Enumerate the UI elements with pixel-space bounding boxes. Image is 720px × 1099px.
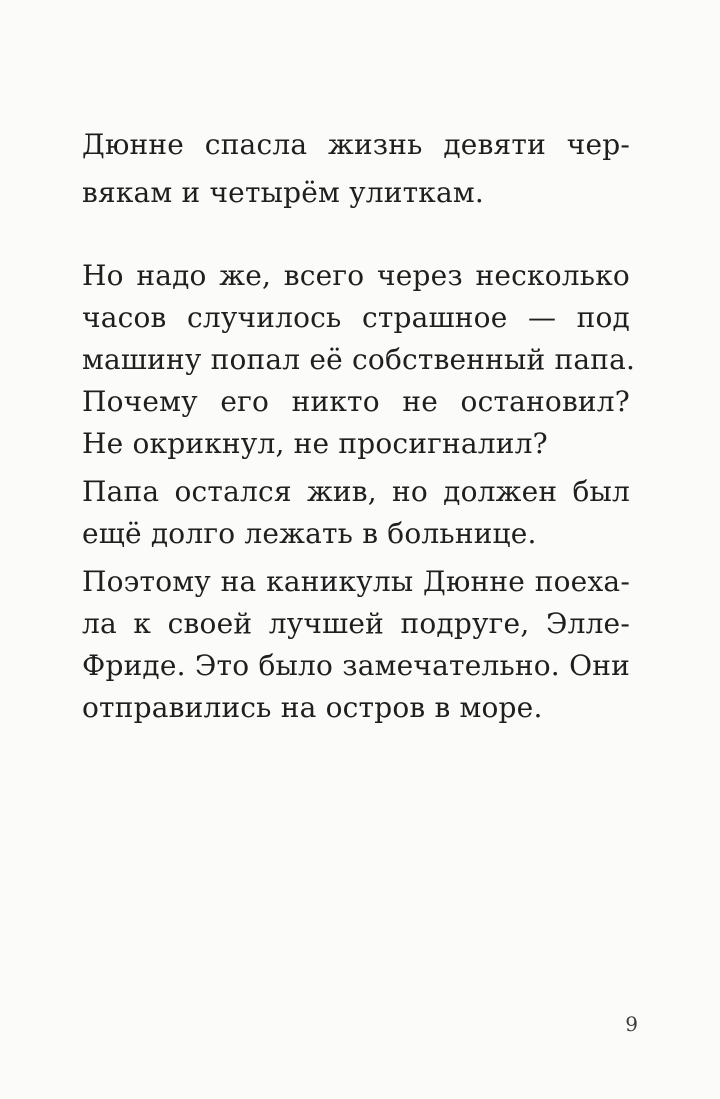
text-line: часов случилось страшное — под	[82, 301, 630, 334]
text-line: машину попал её собственный папа.	[82, 343, 636, 376]
paragraph-2	[82, 255, 636, 729]
text-line: Дюнне спасла жизнь девяти чер-	[82, 128, 630, 161]
text-line: Не окрикнул, не просигналил?	[82, 427, 548, 460]
text-line: Фриде. Это было замечательно. Они	[82, 649, 630, 682]
text-line: Почему его никто не остановил?	[82, 385, 630, 418]
text-line: Но надо же, всего через несколько	[82, 259, 630, 292]
text-line: вякам и четырём улиткам.	[82, 176, 484, 209]
text-line: Папа остался жив, но должен был	[82, 475, 630, 508]
page-number: 9	[625, 1012, 638, 1036]
text-line: Поэтому на каникулы Дюнне поеха-	[82, 565, 630, 598]
paragraph-1	[82, 124, 630, 214]
text-line: ещё долго лежать в больнице.	[82, 517, 537, 550]
text-line: ла к своей лучшей подруге, Элле-	[82, 607, 630, 640]
text-line: отправились на остров в море.	[82, 691, 543, 724]
